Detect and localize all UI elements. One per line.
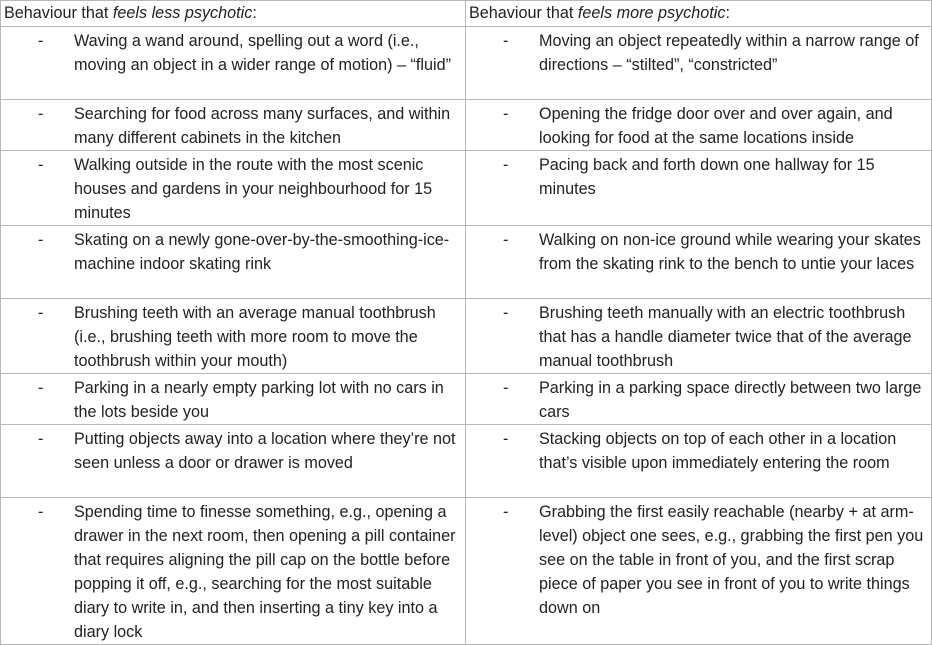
bullet-dash: - [38, 503, 44, 521]
behaviour-text: Stacking objects on top of each other in a location that’s visible upon immediately entering the room [539, 430, 897, 472]
more-psychotic-cell [466, 374, 932, 425]
behaviour-text: Waving a wand around, spelling out a word (i.e., moving an object in a wider range of motion) – “fluid” [74, 32, 451, 74]
bullet-dash: - [38, 32, 44, 50]
less-psychotic-cell [1, 299, 466, 374]
bullet-dash: - [38, 430, 44, 448]
behaviour-text: Moving an object repeatedly within a narrow range of directions – “stilted”, “constricted” [539, 32, 919, 74]
more-psychotic-cell [466, 498, 932, 645]
more-psychotic-cell [466, 226, 932, 299]
behaviour-text: Opening the fridge door over and over again, and looking for food at the same locations inside [539, 105, 893, 147]
behaviour-text: Walking on non-ice ground while wearing your skates from the skating rink to the bench to untie your laces [539, 231, 921, 273]
header-row [1, 1, 932, 27]
behaviour-text: Brushing teeth manually with an electric toothbrush that has a handle diameter twice that of the average manual toothbrush [539, 304, 912, 370]
header-prefix: Behaviour that [4, 4, 113, 22]
bullet-dash: - [503, 430, 509, 448]
less-psychotic-cell [1, 27, 466, 100]
bullet-dash: - [503, 503, 509, 521]
more-psychotic-cell [466, 151, 932, 226]
more-psychotic-cell [466, 100, 932, 151]
more-psychotic-cell [466, 425, 932, 498]
table-row [1, 299, 932, 374]
bullet-dash: - [38, 304, 44, 322]
behaviour-text: Putting objects away into a location where they’re not seen unless a door or drawer is moved [74, 430, 456, 472]
header-suffix: : [252, 4, 257, 22]
table-row [1, 100, 932, 151]
header-emphasis: feels more psychotic [577, 4, 726, 22]
table-row [1, 27, 932, 100]
bullet-dash: - [503, 156, 509, 174]
bullet-dash: - [503, 304, 509, 322]
behaviour-text: Spending time to finesse something, e.g., opening a drawer in the next room, then opening a pill container that requires aligning the pill cap on the bottle before popping it off, e.g., searching for the most suitable diary to write in, and then inserting a tiny key into a diary lock [74, 503, 456, 641]
table-row [1, 425, 932, 498]
behaviour-text: Walking outside in the route with the most scenic houses and gardens in your neighbourhood for 15 minutes [74, 156, 433, 222]
more-psychotic-cell [466, 299, 932, 374]
bullet-dash: - [503, 105, 509, 123]
bullet-dash: - [38, 231, 44, 249]
bullet-dash: - [503, 379, 509, 397]
behaviour-text: Pacing back and forth down one hallway for 15 minutes [539, 156, 875, 198]
header-less-psychotic [1, 1, 466, 27]
bullet-dash: - [38, 379, 44, 397]
bullet-dash: - [503, 32, 509, 50]
less-psychotic-cell [1, 425, 466, 498]
less-psychotic-cell [1, 100, 466, 151]
behaviour-text: Grabbing the first easily reachable (nearby + at arm-level) object one sees, e.g., grabbing the first pen you see on the table in front of you, and the first scrap piece of paper you see in front of you to write things down on [539, 503, 924, 617]
header-prefix: Behaviour that [469, 4, 578, 22]
header-suffix: : [725, 4, 730, 22]
more-psychotic-cell [466, 27, 932, 100]
behaviour-text: Searching for food across many surfaces, and within many different cabinets in the kitchen [74, 105, 451, 147]
header-more-psychotic [466, 1, 932, 27]
table-row [1, 226, 932, 299]
table-row [1, 151, 932, 226]
less-psychotic-cell [1, 374, 466, 425]
behaviour-text: Parking in a parking space directly between two large cars [539, 379, 922, 421]
bullet-dash: - [503, 231, 509, 249]
table-row [1, 374, 932, 425]
table-row [1, 498, 932, 645]
bullet-dash: - [38, 105, 44, 123]
header-emphasis: feels less psychotic [112, 4, 253, 22]
behaviour-text: Skating on a newly gone-over-by-the-smoothing-ice-machine indoor skating rink [74, 231, 450, 273]
less-psychotic-cell [1, 151, 466, 226]
bullet-dash: - [38, 156, 44, 174]
less-psychotic-cell [1, 226, 466, 299]
less-psychotic-cell [1, 498, 466, 645]
behaviour-text: Parking in a nearly empty parking lot with no cars in the lots beside you [74, 379, 444, 421]
behaviour-text: Brushing teeth with an average manual toothbrush (i.e., brushing teeth with more room to move the toothbrush within your mouth) [74, 304, 436, 370]
